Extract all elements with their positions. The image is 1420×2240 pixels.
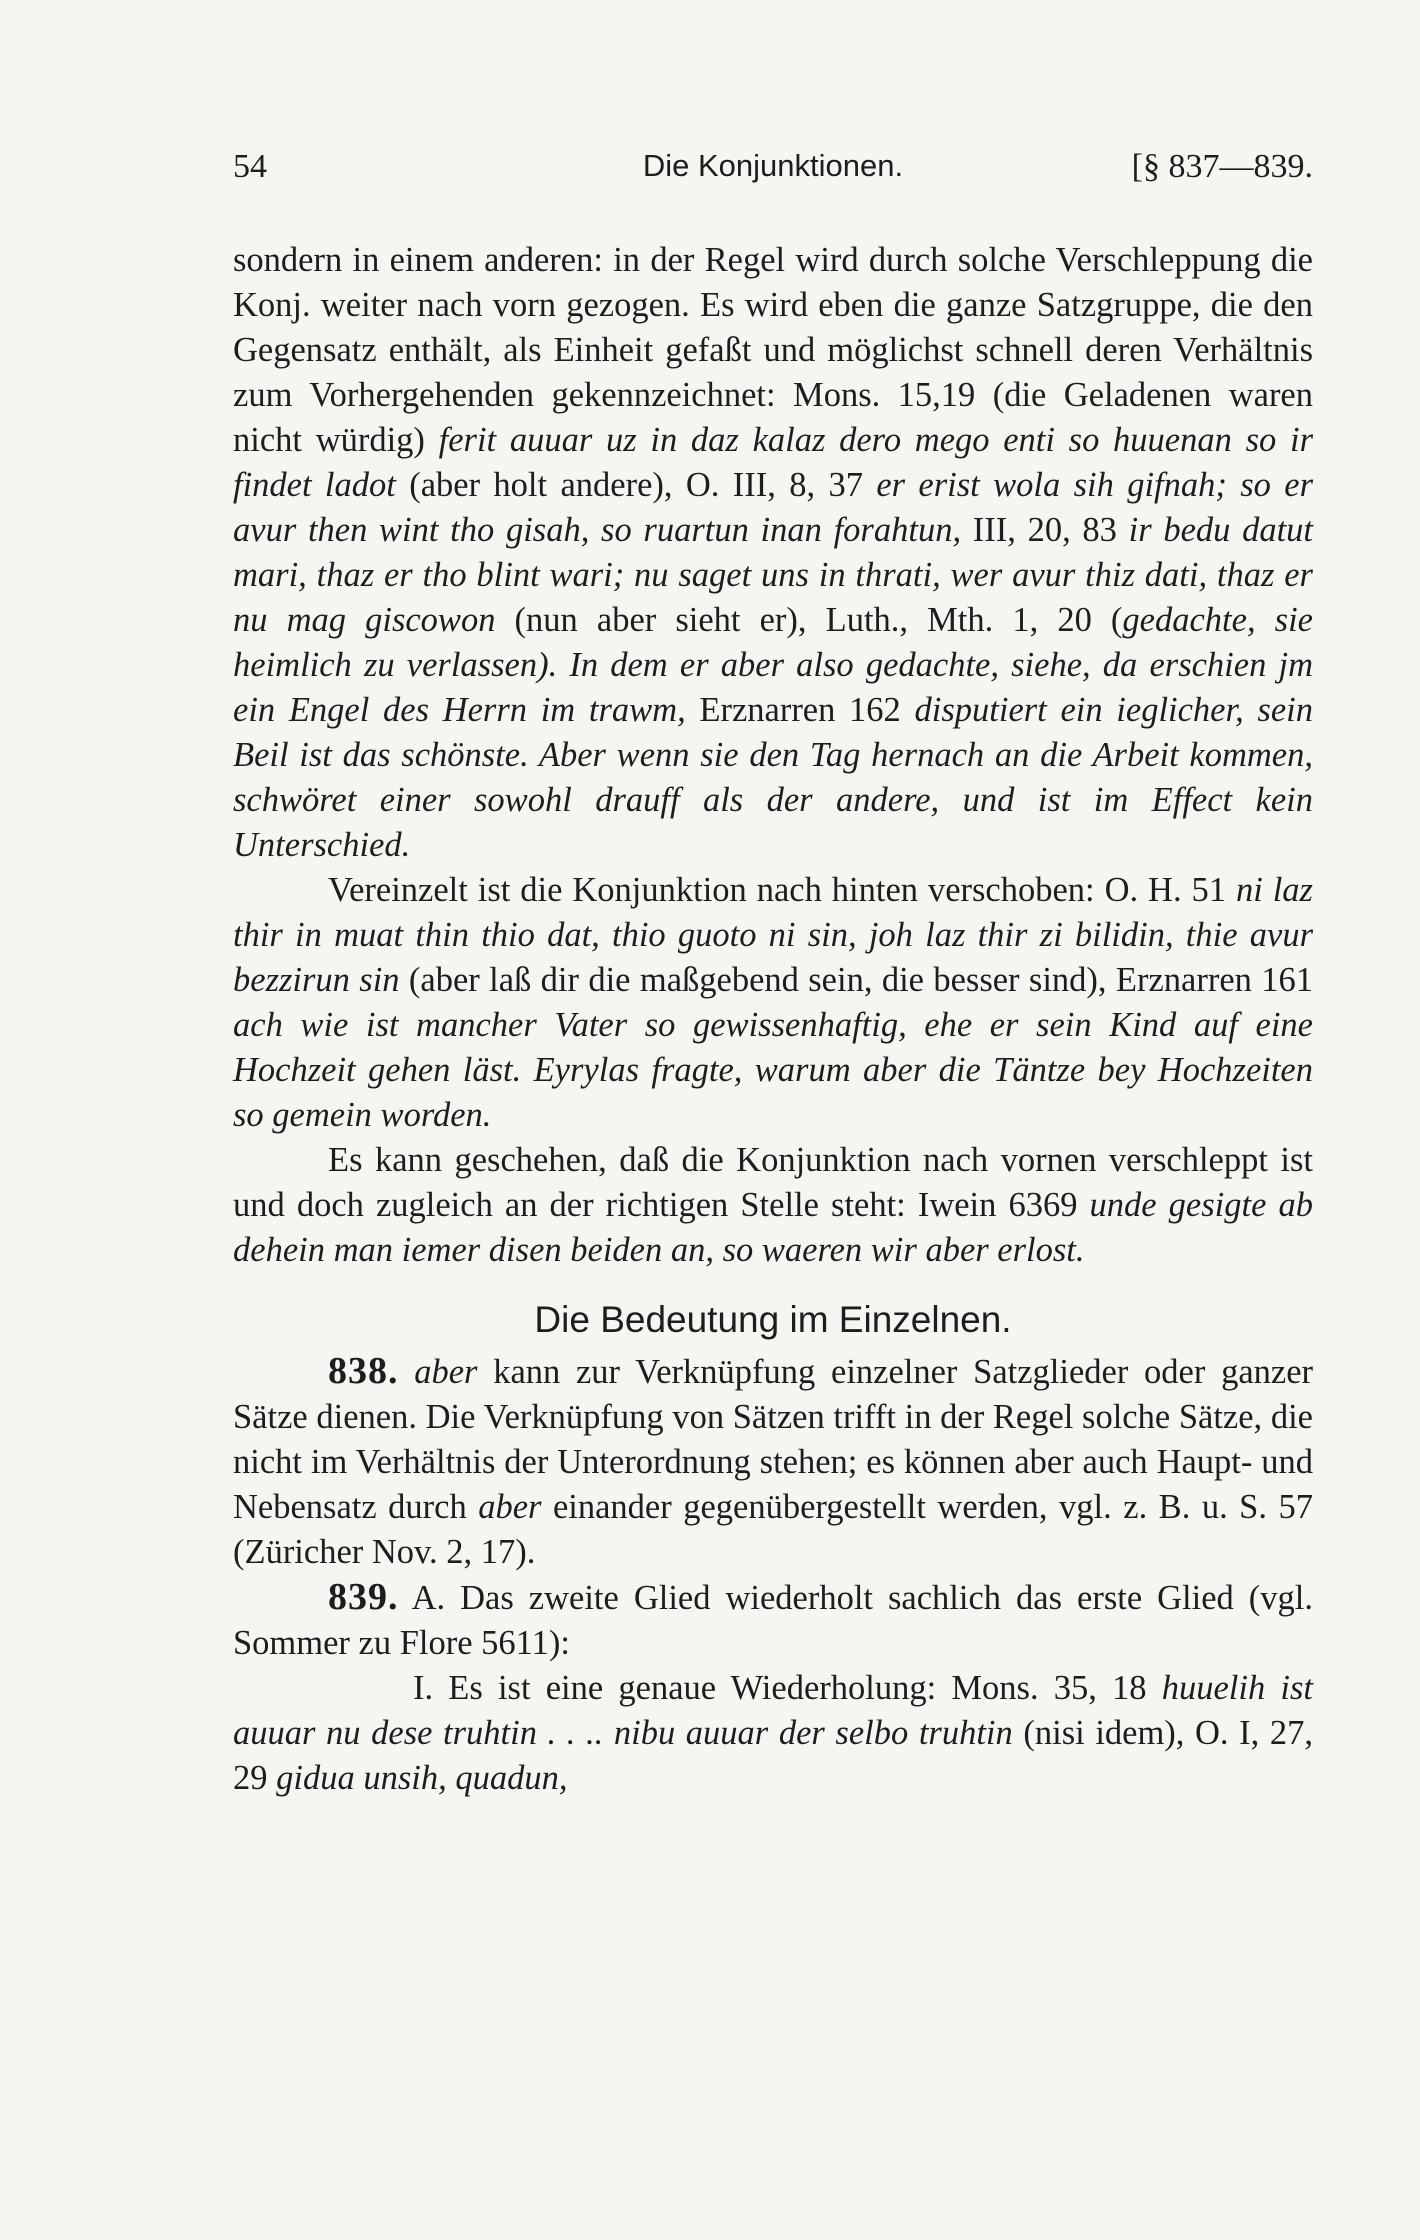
- paragraph-839: 839. A. Das zweite Glied wiederholt sachlich das erste Glied (vgl. Sommer zu Flore 5611):: [233, 1576, 1313, 1662]
- section-number-838: 838.: [328, 1350, 399, 1392]
- paragraph-839-I: I. Es ist eine genaue Wiederholung: Mons. 35, 18 huuelih ist auuar nu dese truhtin . . .. nibu auuar der selbo truhtin (nisi idem), O. I, 27, 29 gidua unsih, quadun,: [233, 1669, 1313, 1797]
- page-body: [233, 238, 1313, 1801]
- paragraph-continuation: sondern in einem anderen: in der Regel wird durch solche Verschleppung die Konj. weiter nach vorn gezogen. Es wird eben die ganze Satzgruppe, die den Gegensatz enthält, als Einheit gefaßt und möglichst schnell deren Verhältnis zum Vorhergehenden gekennzeichnet: Mons. 15,19 (die Geladenen waren nicht würdig) ferit auuar uz in daz kalaz dero mego enti so huuenan so ir findet ladot (aber holt andere), O. III, 8, 37 er erist wola sih gifnah; so er avur then wint tho gisah, so ruartun inan forahtun, III, 20, 83 ir bedu datut mari, thaz er tho blint wari; nu saget uns in thrati, wer avur thiz dati, thaz er nu mag giscowon (nun aber sieht er), Luth., Mth. 1, 20 (gedachte, sie heimlich zu verlassen). In dem er aber also gedachte, siehe, da erschien jm ein Engel des Herrn im trawm, Erznarren 162 disputiert ein ieglicher, sein Beil ist das schönste. Aber wenn sie den Tag hernach an die Arbeit kommen, schwöret einer sowohl drauff als der andere, und ist im Effect kein Unterschied.: [233, 241, 1314, 864]
- paragraph-verschleppt: Es kann geschehen, daß die Konjunktion nach vornen verschleppt ist und doch zugleich an der richtigen Stelle steht: Iwein 6369 unde gesigte ab dehein man iemer disen beiden an, so waeren wir aber erlost.: [233, 1141, 1313, 1269]
- running-title: Die Konjunktionen.: [642, 148, 904, 183]
- page-number: 54: [233, 148, 267, 185]
- section-number-839: 839.: [328, 1576, 399, 1618]
- paragraph-vereinzelt: Vereinzelt ist die Konjunktion nach hinten verschoben: O. H. 51 ni laz thir in muat thin thio dat, thio guoto ni sin, joh laz thir zi bilidin, thie avur bezzirun sin (aber laß dir die maßgebend sein, die besser sind), Erznarren 161 ach wie ist mancher Vater so gewissenhaftig, ehe er sein Kind auf eine Hochzeit gehen läst. Eyrylas fragte, warum aber die Täntze bey Hochzeiten so gemein worden.: [233, 871, 1314, 1134]
- section-heading: Die Bedeutung im Einzelnen.: [534, 1299, 1012, 1340]
- paragraph-838: 838. aber kann zur Verknüpfung einzelner Satzglieder oder ganzer Sätze dienen. Die Verknüpfung von Sätzen trifft in der Regel solche Sätze, die nicht im Verhältnis der Unterordnung stehen; es können aber auch Haupt- und Nebensatz durch aber einander gegenübergestellt werden, vgl. z. B. u. S. 57 (Züricher Nov. 2, 17).: [233, 1350, 1313, 1571]
- page-header: [233, 148, 1313, 198]
- section-reference: [§ 837—839.: [1131, 148, 1313, 185]
